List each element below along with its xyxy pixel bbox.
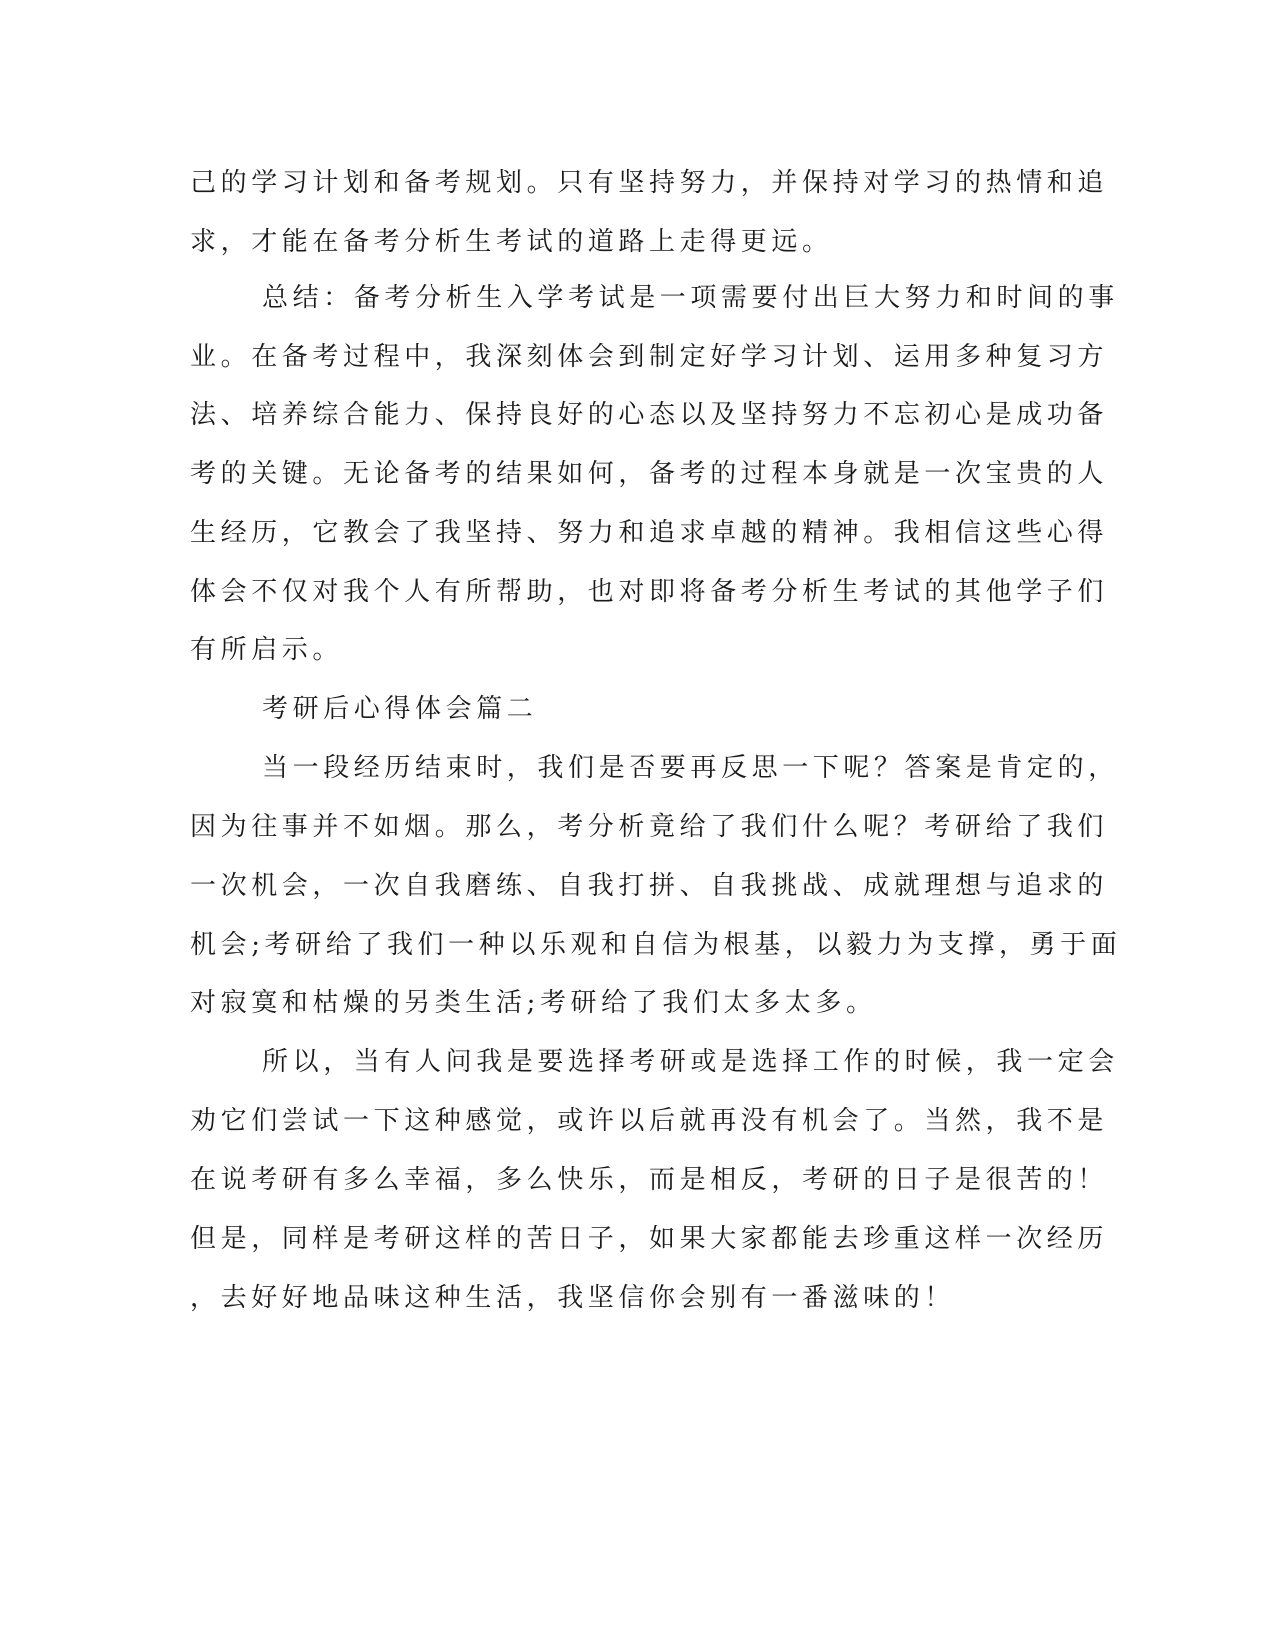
text-line: 一次机会，一次自我磨练、自我打拼、自我挑战、成就理想与追求的 [190, 871, 1109, 901]
text-line: 在说考研有多么幸福，多么快乐，而是相反，考研的日子是很苦的！ [190, 1165, 1109, 1195]
text-line: 机会;考研给了我们一种以乐观和自信为根基，以毅力为支撑，勇于面 [190, 930, 1122, 960]
text-line: 生经历，它教会了我坚持、努力和追求卓越的精神。我相信这些心得 [190, 518, 1109, 548]
text-line: 所以，当有人问我是要选择考研或是选择工作的时候，我一定会 [262, 1047, 1119, 1077]
text-line: 体会不仅对我个人有所帮助，也对即将备考分析生考试的其他学子们 [190, 577, 1109, 607]
section-heading: 考研后心得体会篇二 [262, 694, 538, 724]
text-line: 因为往事并不如烟。那么，考分析竟给了我们什么呢？考研给了我们 [190, 812, 1109, 842]
text-line: 当一段经历结束时，我们是否要再反思一下呢？答案是肯定的， [262, 753, 1119, 783]
text-line: 劝它们尝试一下这种感觉，或许以后就再没有机会了。当然，我不是 [190, 1106, 1109, 1136]
text-line: 己的学习计划和备考规划。只有坚持努力，并保持对学习的热情和追 [190, 168, 1109, 198]
text-line: ，去好好地品味这种生活，我坚信你会别有一番滋味的！ [190, 1283, 956, 1313]
text-line: 对寂寞和枯燥的另类生活;考研给了我们太多太多。 [190, 988, 877, 1018]
text-line: 考的关键。无论备考的结果如何，备考的过程本身就是一次宝贵的人 [190, 459, 1109, 489]
text-line: 有所启示。 [190, 635, 344, 665]
text-line: 总结：备考分析生入学考试是一项需要付出巨大努力和时间的事 [262, 283, 1119, 313]
text-line: 但是，同样是考研这样的苦日子，如果大家都能去珍重这样一次经历 [190, 1224, 1109, 1254]
text-line: 法、培养综合能力、保持良好的心态以及坚持努力不忘初心是成功备 [190, 400, 1109, 430]
text-line: 求，才能在备考分析生考试的道路上走得更远。 [190, 227, 833, 257]
text-line: 业。在备考过程中，我深刻体会到制定好学习计划、运用多种复习方 [190, 342, 1109, 372]
